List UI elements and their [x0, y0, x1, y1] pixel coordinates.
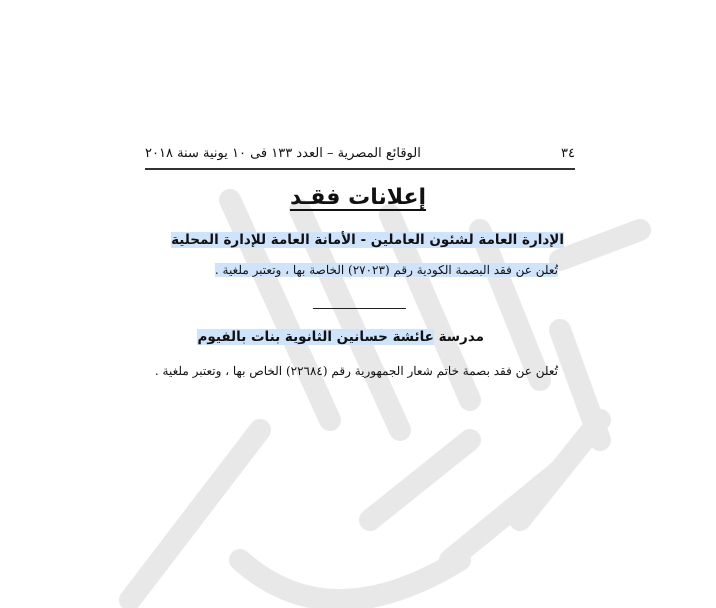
- notice-2-heading-highlight: عائشة حسانين الثانوية بنات بالفيوم: [197, 329, 434, 345]
- running-title: الوقائع المصرية – العدد ١٣٣ فى ١٠ يونية سنة ٢٠١٨: [145, 146, 421, 161]
- page-number: ٣٤: [561, 146, 575, 161]
- separator-rule: [313, 308, 406, 309]
- notice-1-body: [180, 263, 558, 277]
- notice-2-body: تُعلن عن فقد بصمة خاتم شعار الجمهورية رقم (٢٢٦٨٤) الخاص بها ، وتعتبر ملغية .: [154, 364, 558, 378]
- running-header: [145, 146, 575, 161]
- notice-2-heading: [197, 329, 484, 345]
- notice-1-heading: [171, 232, 564, 248]
- header-rule: [145, 168, 575, 170]
- notice-1-body-text: تُعلن عن فقد البصمة الكودية رقم (٢٧٠٢٣) الخاصة بها ، وتعتبر ملغية .: [214, 263, 558, 277]
- section-title: [0, 185, 716, 210]
- notice-1-heading-text: الإدارة العامة لشئون العاملين - الأمانة العامة للإدارة المحلية: [171, 232, 564, 248]
- section-title-text: إعلانات فقـد: [289, 185, 427, 210]
- notice-2-heading-plain: مدرسة: [438, 329, 484, 345]
